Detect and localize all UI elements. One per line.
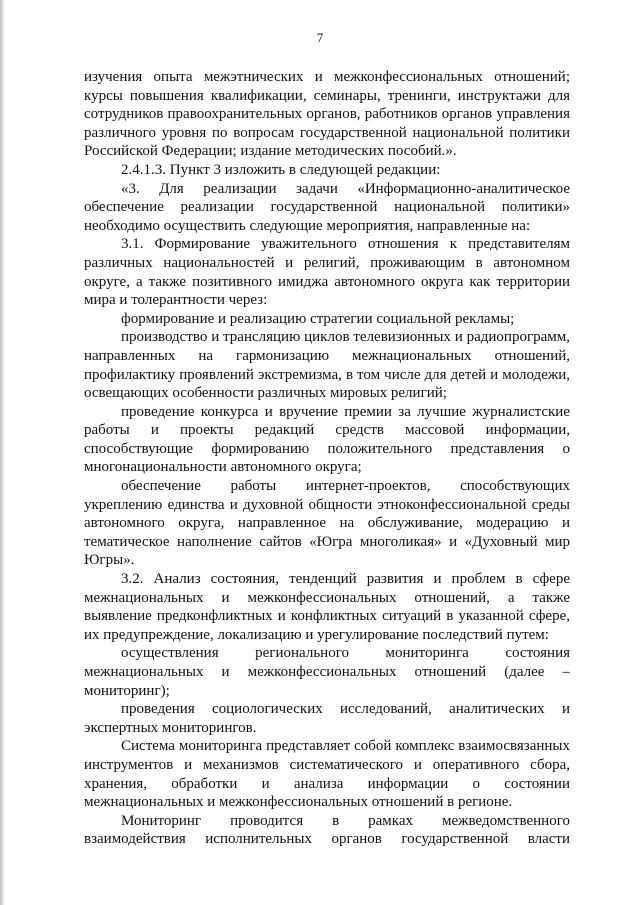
paragraph-task-3: «3. Для реализации задачи «Информационно-аналитическое обеспечение реализации государственной национальной политики» необходимо осуществить следующие мероприятия, направленные на: xyxy=(84,180,570,234)
paragraph-regional-monitoring: осуществления регионального мониторинга состояния межнациональных и межконфессиональных отношений (далее – мониторинг); xyxy=(84,645,570,699)
paragraph-monitoring-interagency: Мониторинг проводится в рамках межведомственного взаимодействия исполнительных органов государственной власти xyxy=(84,812,570,848)
document-body xyxy=(84,68,570,849)
scan-page-edge xyxy=(0,0,5,905)
paragraph-sociological-research: проведения социологических исследований, аналитических и экспертных мониторингов. xyxy=(84,701,570,736)
page-number: 7 xyxy=(316,30,324,45)
paragraph-3-2: 3.2. Анализ состояния, тенденций развития и проблем в сфере межнациональных и межконфессиональных отношений, а также выявление предконфликтных и конфликтных ситуаций в указанной сфере, их предупреждение, локализацию и урегулирование последствий путем: xyxy=(84,571,570,643)
paragraph-social-advertising: формирование и реализацию стратегии социальной рекламы; xyxy=(121,310,515,327)
paragraph-3-1: 3.1. Формирование уважительного отношения к представителям различных национальностей и религий, проживающим в автономном округе, а также позитивного имиджа автономного округа как территории мира и толерантности через: xyxy=(84,236,570,309)
paragraph-item-2-4-1-3: 2.4.1.3. Пункт 3 изложить в следующей редакции: xyxy=(121,161,441,178)
paragraph-journalism-award: проведение конкурса и вручение премии за лучшие журналистские работы и проекты редакций средств массовой информации, способствующие формированию положительного представления о многонациональности автономного округа; xyxy=(84,403,570,476)
paragraph-methodical-manuals: изучения опыта межэтнических и межконфессиональных отношений; курсы повышения квалификации, семинары, тренинги, инструктажи для сотрудников правоохранительных органов, работников органов управления различного уровня по вопросам государственной национальной политики Российской Федерации; издание методических пособий.». xyxy=(84,69,570,160)
paragraph-monitoring-system: Система мониторинга представляет собой комплекс взаимосвязанных инструментов и механизмов систематического и оперативного сбора, хранения, обработки и анализа информации о состоянии межнациональных и межконфессиональных отношений в регионе. xyxy=(84,738,570,811)
paragraph-internet-projects: обеспечение работы интернет-проектов, способствующих укреплению единства и духовной общности этноконфессиональной среды автономного округа, направленное на обслуживание, модерацию и тематическое наполнение сайтов «Югра многоликая» и «Духовный мир Югры». xyxy=(84,478,570,569)
paragraph-tv-radio-programs: производство и трансляцию циклов телевизионных и радиопрограмм, направленных на гармонизацию межнациональных отношений, профилактику проявлений экстремизма, в том числе для детей и молодежи, освещающих особенности различных мировых религий; xyxy=(84,329,570,402)
